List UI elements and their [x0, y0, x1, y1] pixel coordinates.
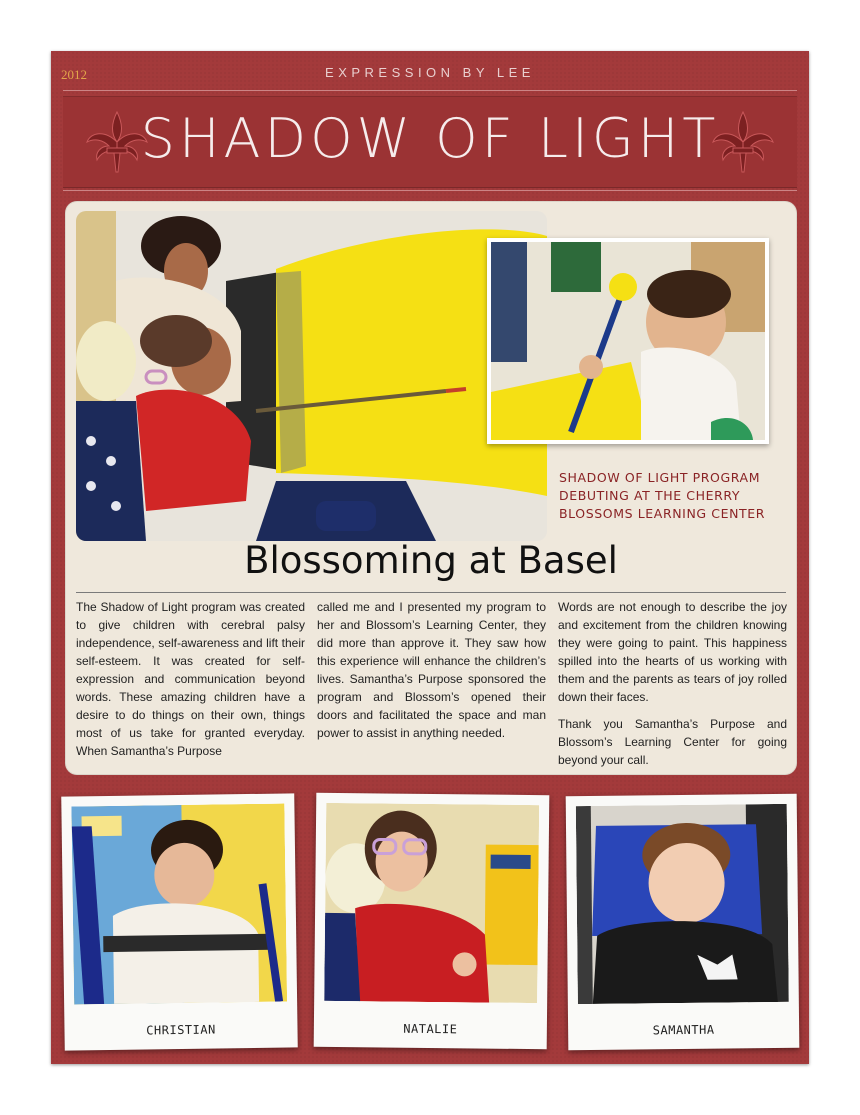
portrait-card-christian	[61, 793, 298, 1050]
portrait-photo	[71, 804, 287, 1005]
newsletter-page	[51, 51, 809, 1064]
header-rule-bottom	[63, 190, 797, 191]
caption-line: BLOSSOMS LEARNING CENTER	[559, 506, 766, 521]
fleur-de-lis-right-icon	[703, 102, 783, 182]
caption-line: DEBUTING AT THE CHERRY	[559, 488, 741, 503]
newsletter-title: SHADOW OF LIGHT	[140, 107, 720, 170]
headline-divider	[76, 592, 786, 593]
article-paragraph: called me and I presented my program to her and Blossom’s Learning Center, they did more than approve it. They saw how this experience will enhance the children’s lives. Samantha’s Purpose sponsored the program and Blossom’s opened their doors and facilitated the space and man power to assist in anything needed.	[317, 600, 546, 740]
portrait-name: NATALIE	[403, 1021, 458, 1037]
photo-caption	[559, 469, 785, 523]
article-column-2	[317, 598, 546, 778]
article-headline: Blossoming at Basel	[244, 539, 618, 582]
issue-year: 2012	[61, 67, 87, 82]
article-paragraph: Thank you Samantha’s Purpose and Blossom’s Learning Center for going beyond your call.	[558, 717, 787, 767]
article-paragraph: Words are not enough to describe the joy and excitement from the children knowing they were going to paint. This happiness spilled into the hearts of us working with them and the parents as tears of joy rolled down their faces.	[558, 600, 787, 704]
portrait-card-samantha	[566, 794, 800, 1050]
caption-line: SHADOW OF LIGHT PROGRAM	[559, 470, 761, 485]
feature-panel	[65, 201, 797, 775]
article-paragraph: The Shadow of Light program was created to give children with cerebral palsy independence, self-awareness and lift their self-esteem. It was created for self-expression and communication beyond words. These amazing children have a desire to do things on their own, things most of us take for granted everyday. When Samantha’s Purpose	[76, 600, 305, 758]
article-column-1	[76, 598, 305, 778]
painting-photo	[76, 211, 547, 541]
portrait-name: SAMANTHA	[652, 1022, 715, 1038]
boy-painting-photo	[487, 238, 769, 444]
portrait-name: CHRISTIAN	[146, 1022, 216, 1038]
header-rule-top	[63, 90, 797, 91]
masthead	[63, 96, 797, 188]
top-bar	[51, 61, 809, 87]
series-title: EXPRESSION BY LEE	[325, 65, 535, 80]
article-body	[76, 598, 786, 778]
portrait-photo	[324, 803, 539, 1003]
article-column-3	[558, 598, 787, 778]
portrait-card-natalie	[314, 793, 550, 1049]
portrait-photo	[576, 804, 789, 1004]
